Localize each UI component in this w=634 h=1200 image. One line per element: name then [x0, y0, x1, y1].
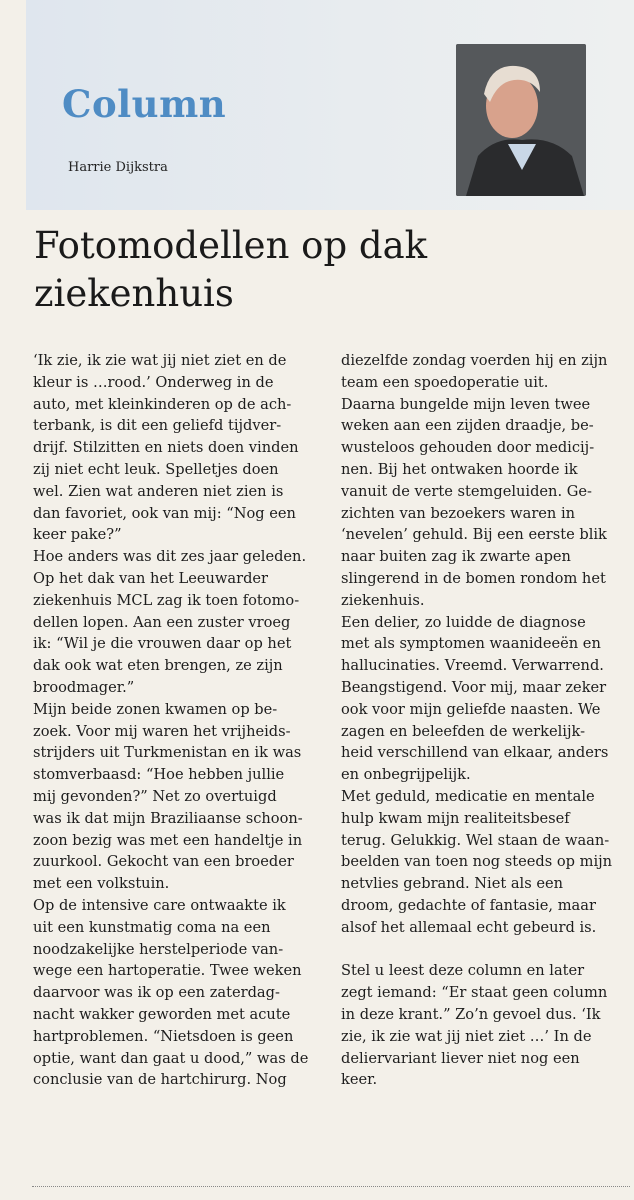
body-line: wege een hartoperatie. Twee weken: [33, 962, 302, 980]
body-line: zij niet echt leuk. Spelletjes doen: [33, 460, 279, 478]
body-line: Beangstigend. Voor mij, maar zeker: [341, 678, 607, 696]
column-kicker: Column: [62, 82, 227, 126]
footer-divider: [32, 1186, 630, 1187]
body-line: beelden van toen nog steeds op mijn: [341, 853, 613, 871]
body-line: Mijn beide zonen kwamen op be-: [33, 700, 278, 718]
body-line: Op het dak van het Leeuwarder: [33, 569, 269, 587]
body-line: zie, ik zie wat jij niet ziet …’ In de: [341, 1027, 592, 1045]
body-line: hallucinaties. Vreemd. Verwarrend.: [341, 657, 604, 675]
body-line: met als symptomen waanideeën en: [341, 635, 601, 653]
body-line: ziekenhuis MCL zag ik toen fotomo-: [33, 591, 300, 609]
body-line: uit een kunstmatig coma na een: [33, 918, 271, 936]
body-line: mij gevonden?” Net zo overtuigd: [33, 787, 277, 805]
body-line: diezelfde zondag voerden hij en zijn: [341, 352, 608, 369]
body-line: strijders uit Turkmenistan en ik was: [33, 744, 302, 762]
body-line: kleur is …rood.’ Onderweg in de: [33, 373, 274, 391]
headline-line: Fotomodellen op dak: [34, 224, 428, 267]
author-byline: Harrie Dijkstra: [68, 160, 168, 175]
body-line: keer.: [341, 1071, 378, 1089]
paragraph-gap: [341, 939, 631, 961]
body-line: Stel u leest deze column en later: [341, 962, 585, 980]
body-line: dan favoriet, ook van mij: “Nog een: [33, 504, 296, 522]
body-line: naar buiten zag ik zwarte apen: [341, 548, 571, 566]
body-line: Hoe anders was dit zes jaar geleden.: [33, 548, 307, 566]
body-line: Daarna bungelde mijn leven twee: [341, 395, 591, 413]
body-line: slingerend in de bomen rondom het: [341, 569, 606, 587]
body-line: netvlies gebrand. Niet als een: [341, 875, 564, 893]
body-line: terbank, is dit een geliefd tijdver-: [33, 417, 282, 435]
body-line: zoon bezig was met een handeltje in: [33, 831, 303, 849]
body-line: keer pake?”: [33, 526, 122, 544]
article-column-right: [341, 350, 631, 1091]
body-line: conclusie van de hartchirurg. Nog: [33, 1071, 287, 1089]
body-line: ziekenhuis.: [341, 591, 425, 609]
body-line: team een spoedoperatie uit.: [341, 373, 549, 391]
body-line: dak ook wat eten brengen, ze zijn: [33, 657, 283, 675]
body-line: ook voor mijn geliefde naasten. We: [341, 700, 601, 718]
body-line: terug. Gelukkig. Wel staan de waan-: [341, 831, 610, 849]
body-line: nacht wakker geworden met acute: [33, 1005, 291, 1023]
body-line: Een delier, zo luidde de diagnose: [341, 613, 586, 631]
body-line: daarvoor was ik op een zaterdag-: [33, 984, 280, 1002]
body-line: stomverbaasd: “Hoe hebben jullie: [33, 766, 285, 784]
body-line: optie, want dan gaat u dood,” was de: [33, 1049, 309, 1067]
body-line: nen. Bij het ontwaken hoorde ik: [341, 460, 578, 478]
body-line: hulp kwam mijn realiteitsbesef: [341, 809, 570, 827]
body-line: drijf. Stilzitten en niets doen vinden: [33, 439, 299, 457]
body-line: auto, met kleinkinderen op de ach-: [33, 395, 292, 413]
body-line: weken aan een zijden draadje, be-: [341, 417, 594, 435]
body-line: zuurkool. Gekocht van een broeder: [33, 853, 294, 871]
body-line: zegt iemand: “Er staat geen column: [341, 984, 608, 1002]
body-line: met een volkstuin.: [33, 875, 170, 893]
body-line: hartproblemen. “Nietsdoen is geen: [33, 1027, 294, 1045]
body-line: ik: “Wil je die vrouwen daar op het: [33, 635, 292, 653]
body-line: zichten van bezoekers waren in: [341, 504, 576, 522]
body-line: heid verschillend van elkaar, anders: [341, 744, 609, 762]
article-headline: [34, 222, 594, 318]
body-line: Met geduld, medicatie en mentale: [341, 787, 595, 805]
body-line: zoek. Voor mij waren het vrijheids-: [33, 722, 291, 740]
body-line: zagen en beleefden de werkelijk-: [341, 722, 585, 740]
body-line: ‘nevelen’ gehuld. Bij een eerste blik: [341, 526, 607, 544]
body-line: wusteloos gehouden door medicij-: [341, 439, 595, 457]
body-line: wel. Zien wat anderen niet zien is: [33, 482, 284, 500]
body-line: alsof het allemaal echt gebeurd is.: [341, 918, 597, 936]
article-column-left: [33, 350, 315, 1091]
body-line: deliervariant liever niet nog een: [341, 1049, 580, 1067]
body-line: ‘Ik zie, ik zie wat jij niet ziet en de: [33, 352, 287, 369]
body-line: dellen lopen. Aan een zuster vroeg: [33, 613, 291, 631]
body-line: was ik dat mijn Braziliaanse schoon-: [33, 809, 303, 827]
body-line: en onbegrijpelijk.: [341, 766, 471, 784]
author-photo: [456, 44, 586, 196]
body-line: droom, gedachte of fantasie, maar: [341, 896, 596, 914]
body-line: broodmager.”: [33, 678, 135, 696]
body-line: vanuit de verte stemgeluiden. Ge-: [341, 482, 592, 500]
body-line: noodzakelijke herstelperiode van-: [33, 940, 284, 958]
body-line: in deze krant.” Zo’n gevoel dus. ‘Ik: [341, 1005, 601, 1023]
headline-line: ziekenhuis: [34, 272, 234, 315]
body-line: Op de intensive care ontwaakte ik: [33, 896, 286, 914]
